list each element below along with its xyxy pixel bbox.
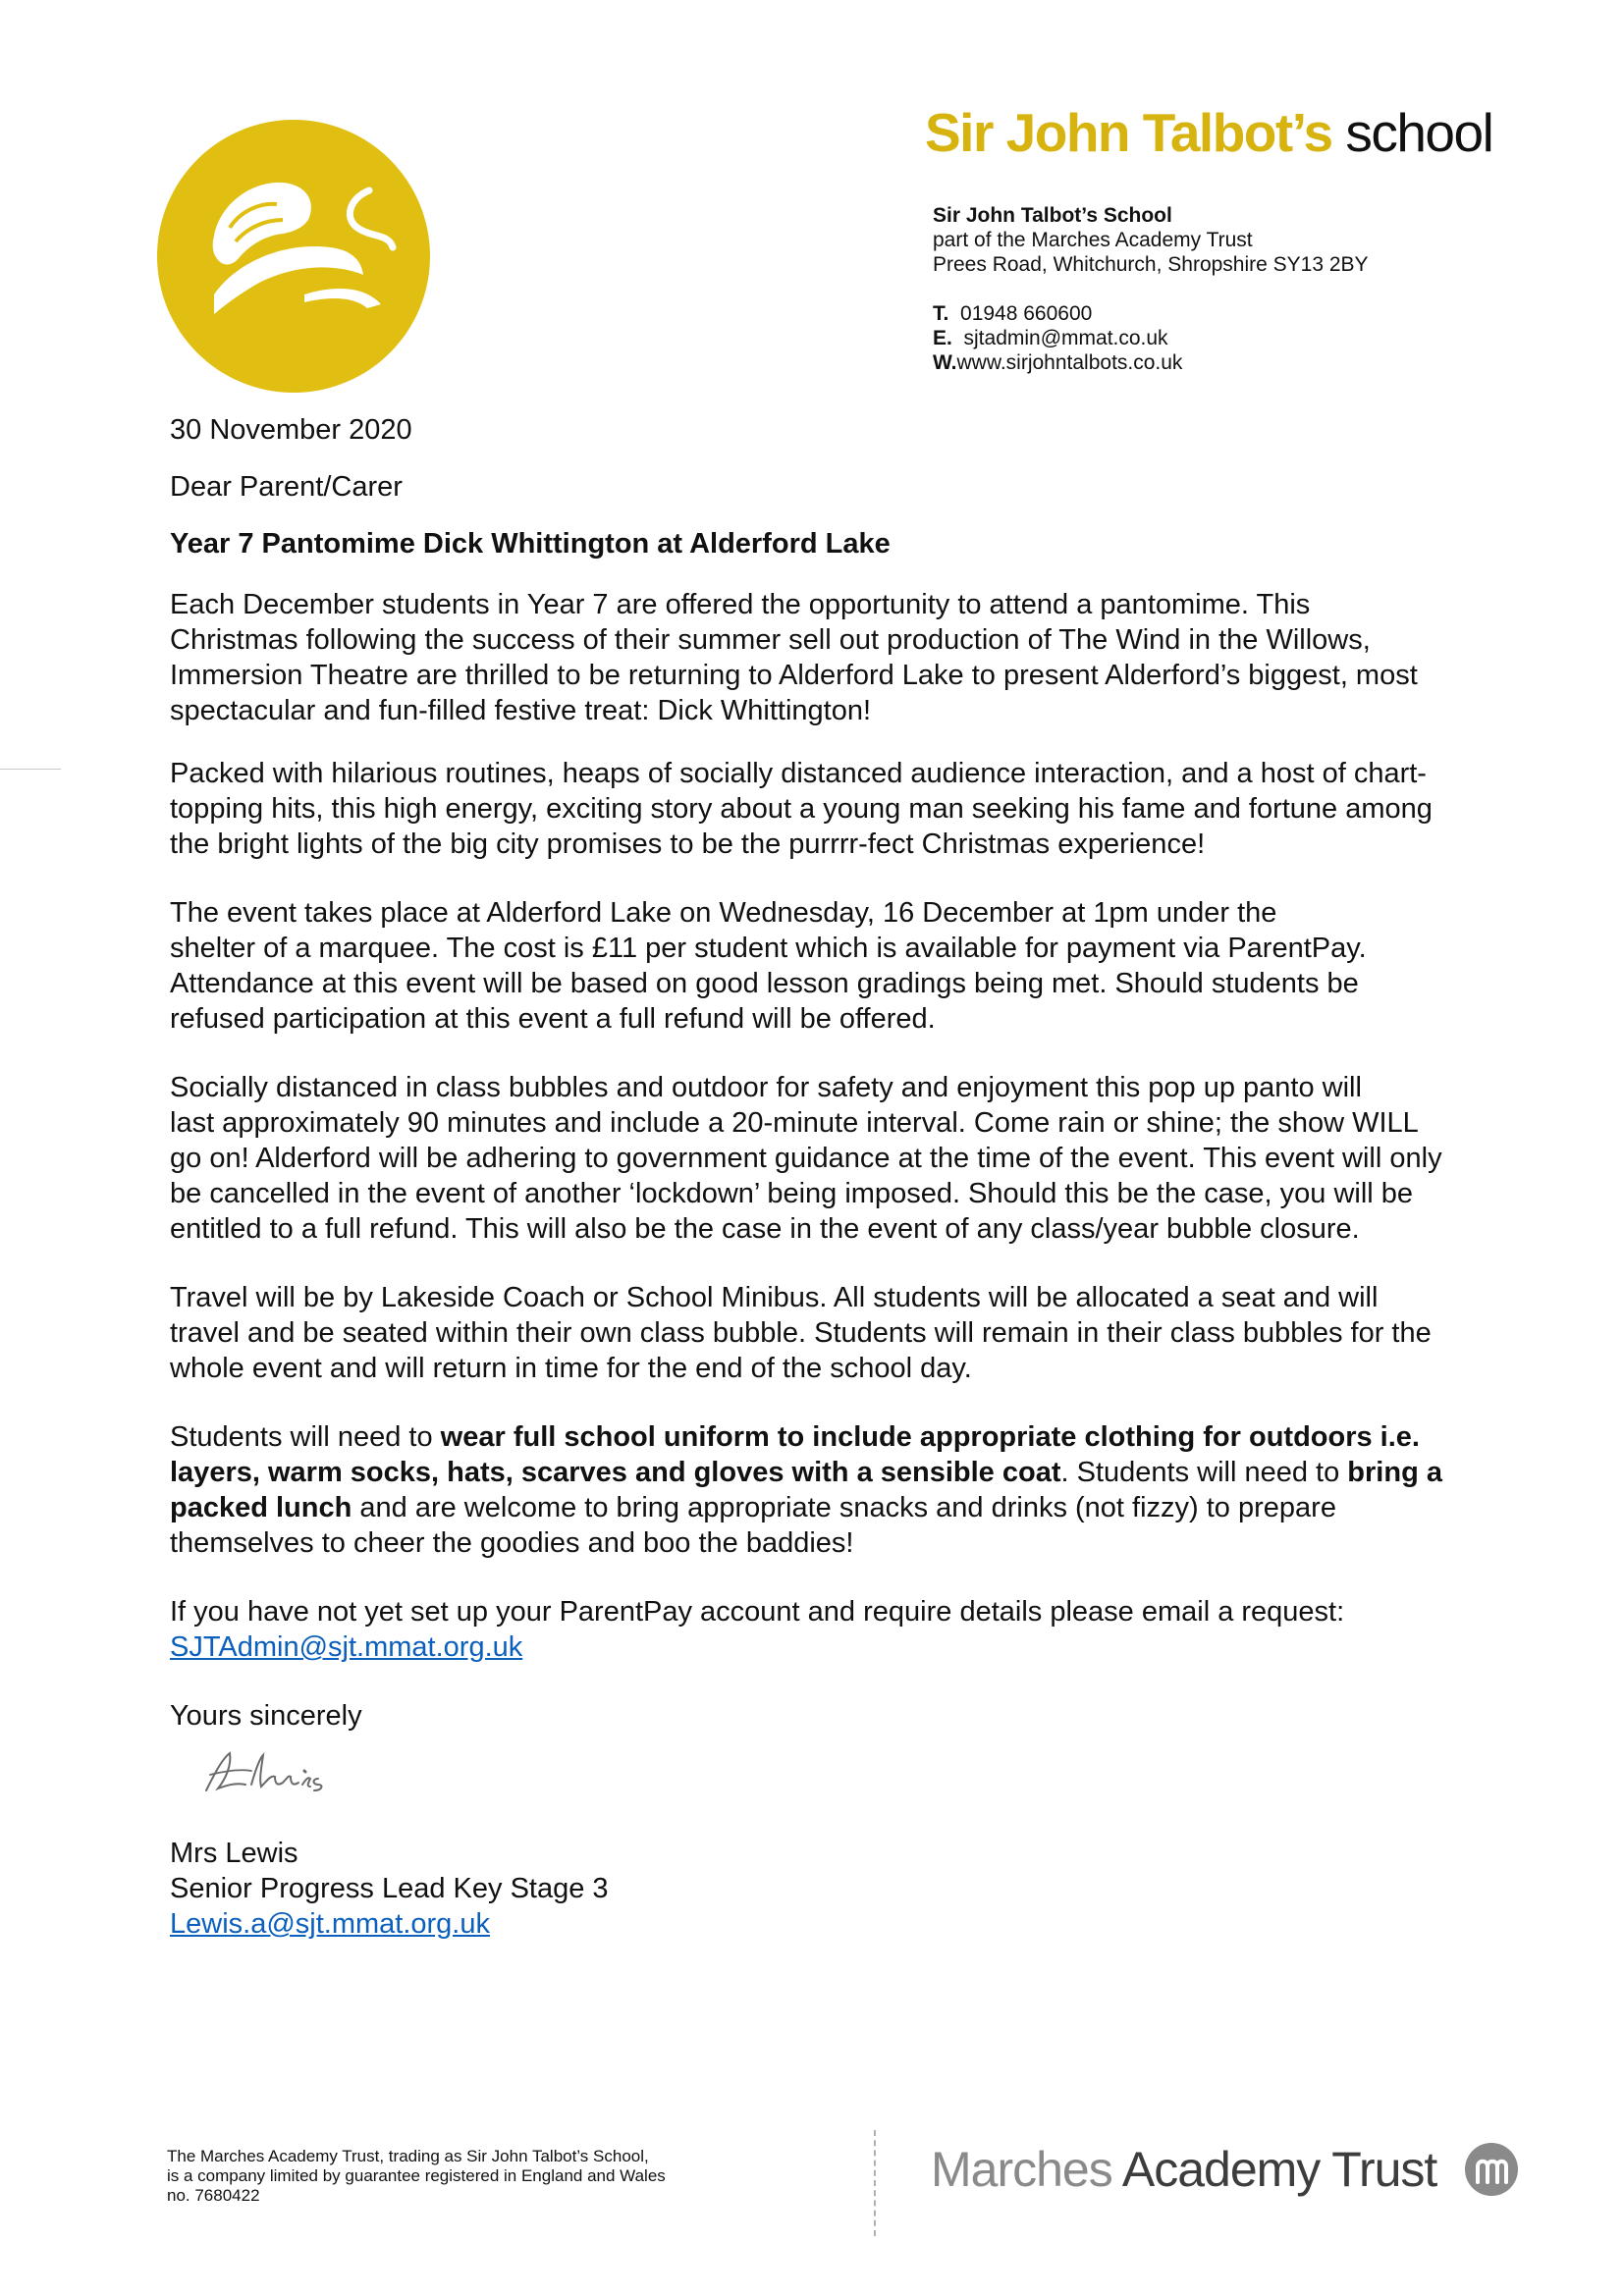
paragraph-2-line: the bright lights of the big city promises to be the purrrr-fect Christmas experience! xyxy=(170,828,1206,860)
school-name-part2: school xyxy=(1345,102,1493,163)
phone-number: 01948 660600 xyxy=(960,302,1093,325)
signature-icon xyxy=(196,1745,353,1802)
paragraph-5-line: travel and be seated within their own class bubble. Students will remain in their class bubbles for the xyxy=(170,1317,1432,1349)
paragraph-2-line: topping hits, this high energy, exciting story about a young man seeking his fame and fortune among xyxy=(170,793,1433,825)
admin-email-link[interactable]: SJTAdmin@sjt.mmat.org.uk xyxy=(170,1631,523,1663)
paragraph-7 xyxy=(170,1594,1544,1665)
address-school-name: Sir John Talbot’s School xyxy=(933,204,1172,227)
paragraph-3 xyxy=(170,895,1544,1037)
paragraph-4-line: be cancelled in the event of another ‘lockdown’ being imposed. Should this be the case, you will be xyxy=(170,1178,1414,1209)
address-street: Prees Road, Whitchurch, Shropshire SY13 2BY xyxy=(933,253,1369,276)
school-name-part1: Sir John Talbot’s xyxy=(925,102,1332,163)
paragraph-5-line: whole event and will return in time for the end of the school day. xyxy=(170,1353,972,1384)
paragraph-4-line: go on! Alderford will be adhering to government guidance at the time of the event. This event will only xyxy=(170,1143,1442,1174)
p6-text: . Students will need to xyxy=(1060,1457,1348,1488)
paragraph-3-line: refused participation at this event a full refund will be offered. xyxy=(170,1003,936,1035)
paragraph-4-line: last approximately 90 minutes and include a 20-minute interval. Come rain or shine; the show WILL xyxy=(170,1107,1419,1139)
contact-email xyxy=(933,327,1168,350)
p6-text: and are welcome to bring appropriate snacks and drinks (not fizzy) to prepare xyxy=(352,1492,1336,1523)
paragraph-4 xyxy=(170,1070,1544,1247)
signer-name: Mrs Lewis xyxy=(170,1838,298,1869)
contact-phone xyxy=(933,302,1092,326)
web-label: W. xyxy=(933,351,957,374)
web-address: www.sirjohntalbots.co.uk xyxy=(956,351,1183,374)
paragraph-5 xyxy=(170,1280,1544,1386)
email-label: E. xyxy=(933,327,952,349)
paragraph-1 xyxy=(170,587,1544,728)
lion-crest-icon xyxy=(157,120,430,393)
paragraph-4-line: entitled to a full refund. This will also be the case in the event of any class/year bubble closure. xyxy=(170,1213,1360,1245)
paragraph-3-line: shelter of a marquee. The cost is £11 per student which is available for payment via ParentPay. xyxy=(170,933,1367,964)
closing: Yours sincerely xyxy=(170,1700,362,1732)
paragraph-4-line: Socially distanced in class bubbles and outdoor for safety and enjoyment this pop up panto will xyxy=(170,1072,1362,1103)
paragraph-3-line: The event takes place at Alderford Lake on Wednesday, 16 December at 1pm under the xyxy=(170,897,1277,929)
letter-subject: Year 7 Pantomime Dick Whittington at Alderford Lake xyxy=(170,528,891,560)
footer-legal-line: no. 7680422 xyxy=(167,2186,260,2205)
paragraph-2 xyxy=(170,756,1544,862)
p6-bold-text: bring a xyxy=(1347,1457,1442,1488)
marches-m-logo-icon xyxy=(1465,2143,1518,2196)
footer-legal-line: is a company limited by guarantee registered in England and Wales xyxy=(167,2166,666,2185)
footer-divider xyxy=(874,2130,876,2236)
paragraph-2-line: Packed with hilarious routines, heaps of socially distanced audience interaction, and a host of chart- xyxy=(170,758,1427,789)
p6-bold-text: layers, warm socks, hats, scarves and gloves with a sensible coat xyxy=(170,1457,1061,1488)
paragraph-6-line xyxy=(170,1455,1544,1490)
fold-mark xyxy=(0,769,61,770)
paragraph-1-line: Immersion Theatre are thrilled to be returning to Alderford Lake to present Alderford’s biggest, most xyxy=(170,660,1418,691)
paragraph-1-line: Christmas following the success of their summer sell out production of The Wind in the Willows, xyxy=(170,624,1371,656)
phone-label: T. xyxy=(933,302,949,325)
paragraph-6-line xyxy=(170,1419,1544,1455)
contact-web xyxy=(933,351,1182,375)
trust-name-part1: Marches xyxy=(931,2142,1112,2197)
paragraph-6 xyxy=(170,1419,1544,1561)
paragraph-3-line: Attendance at this event will be based on good lesson gradings being met. Should students be xyxy=(170,968,1359,999)
p6-bold-text: wear full school uniform to include appropriate clothing for outdoors i.e. xyxy=(440,1421,1420,1453)
p6-text: Students will need to xyxy=(170,1421,441,1453)
paragraph-6-line: themselves to cheer the goodies and boo the baddies! xyxy=(170,1527,854,1559)
paragraph-1-line: spectacular and fun-filled festive treat: Dick Whittington! xyxy=(170,695,872,726)
p6-bold-text: packed lunch xyxy=(170,1492,352,1523)
letter-date: 30 November 2020 xyxy=(170,414,412,446)
address-trust: part of the Marches Academy Trust xyxy=(933,229,1253,251)
paragraph-1-line: Each December students in Year 7 are offered the opportunity to attend a pantomime. This xyxy=(170,589,1311,620)
paragraph-5-line: Travel will be by Lakeside Coach or School Minibus. All students will be allocated a seat and will xyxy=(170,1282,1379,1313)
footer-legal-line: The Marches Academy Trust, trading as Sir John Talbot’s School, xyxy=(167,2147,649,2165)
paragraph-7-line: If you have not yet set up your ParentPay account and require details please email a request: xyxy=(170,1596,1345,1628)
email-address: sjtadmin@mmat.co.uk xyxy=(963,327,1168,349)
signer-title: Senior Progress Lead Key Stage 3 xyxy=(170,1873,609,1904)
salutation: Dear Parent/Carer xyxy=(170,471,403,503)
school-name-logotype xyxy=(925,102,1493,163)
trust-logotype xyxy=(931,2142,1437,2197)
signer-email-link[interactable]: Lewis.a@sjt.mmat.org.uk xyxy=(170,1908,490,1940)
paragraph-6-line xyxy=(170,1490,1544,1525)
trust-name-part2: Academy Trust xyxy=(1121,2142,1437,2197)
